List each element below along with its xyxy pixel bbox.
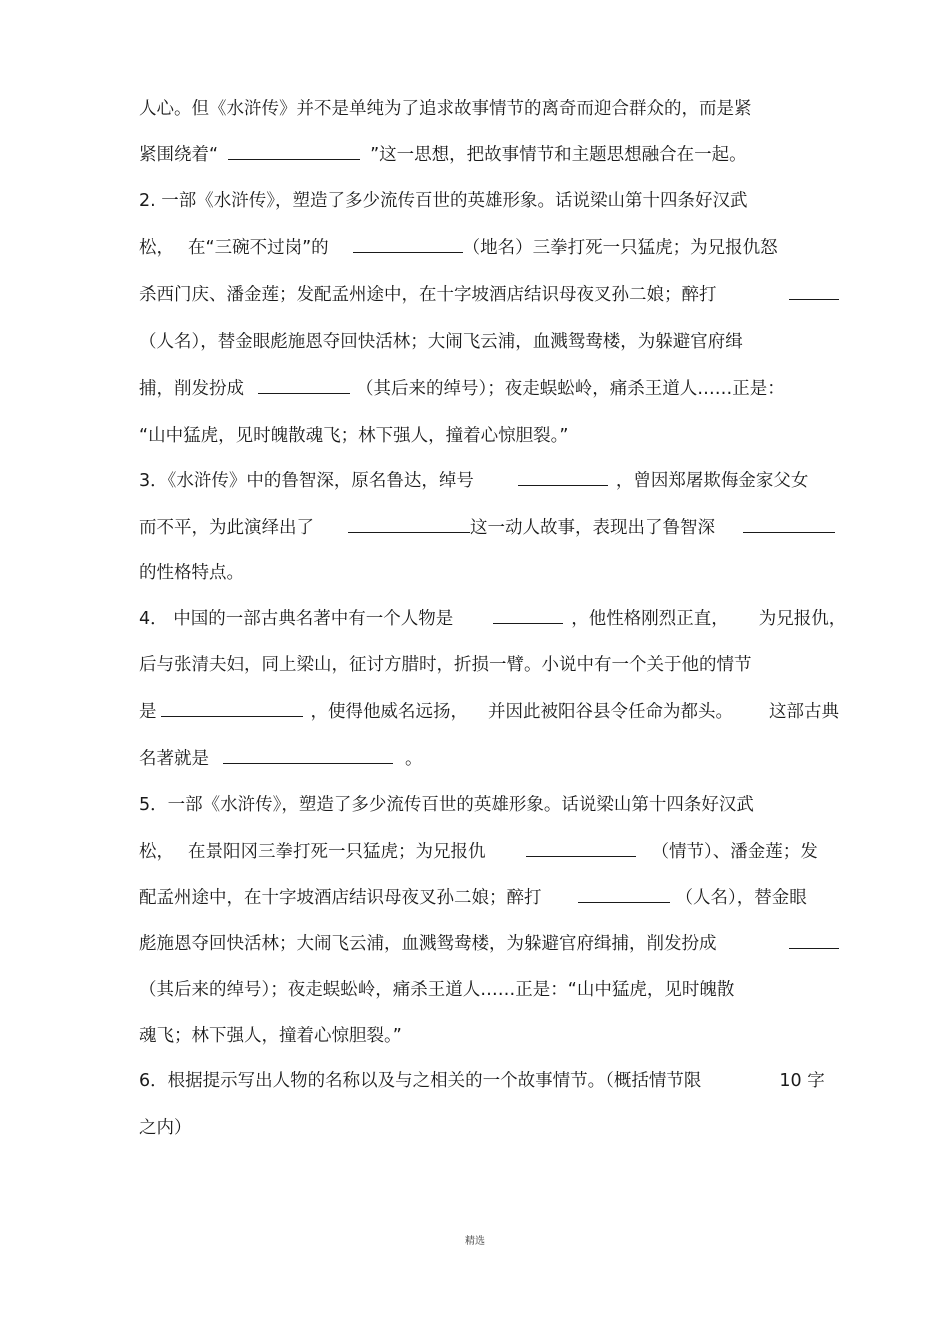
text-line: 松， 在景阳冈三拳打死一只猛虎；为兄报仇 （情节）、潘金莲；发 xyxy=(139,842,818,862)
answer-blank[interactable] xyxy=(578,886,670,903)
answer-blank[interactable] xyxy=(789,932,839,949)
text-line: 紧围绕着“ ”这一思想，把故事情节和主题思想融合在一起。 xyxy=(139,145,747,165)
text-line: 之内） xyxy=(139,1118,192,1138)
text-line: 后与张清夫妇，同上梁山，征讨方腊时，折损一臂。小说中有一个关于他的情节 xyxy=(139,655,752,675)
text-line: 魂飞；林下强人，撞着心惊胆裂。” xyxy=(139,1026,402,1046)
text-line: 是 ，使得他威名远扬， 并因此被阳谷县令任命为都头。 这部古典 xyxy=(139,702,839,722)
text-line: （人名），替金眼彪施恩夺回快活林；大闹飞云浦，血溅鸳鸯楼，为躲避官府缉 xyxy=(139,332,743,352)
question-3-line: 3．《水浒传》中的鲁智深，原名鲁达，绰号 ，曾因郑屠欺侮金家父女 xyxy=(139,471,809,491)
answer-blank[interactable] xyxy=(789,283,839,300)
text-line: 彪施恩夺回快活林；大闹飞云浦，血溅鸳鸯楼，为躲避官府缉捕，削发扮成 xyxy=(139,932,839,956)
text-line: 名著就是 。 xyxy=(139,749,423,769)
answer-blank[interactable] xyxy=(526,840,636,857)
answer-blank[interactable] xyxy=(743,516,835,533)
answer-blank[interactable] xyxy=(493,607,563,624)
question-5-line: 5．一部《水浒传》，塑造了多少流传百世的英雄形象。话说梁山第十四条好汉武 xyxy=(139,795,754,815)
page-footer: 精选 xyxy=(465,1236,485,1247)
answer-blank[interactable] xyxy=(228,143,360,160)
text-line: 捕，削发扮成 （其后来的绰号）；夜走蜈蚣岭，痛杀王道人……正是： xyxy=(139,379,785,399)
text-line: 配孟州途中，在十字坡酒店结识母夜叉孙二娘；醉打 （人名），替金眼 xyxy=(139,888,807,908)
text-line: “山中猛虎，见时魄散魂飞；林下强人，撞着心惊胆裂。” xyxy=(139,426,569,446)
answer-blank[interactable] xyxy=(161,700,303,717)
text-line: 杀西门庆、潘金莲；发配孟州途中，在十字坡酒店结识母夜叉孙二娘；醉打 xyxy=(139,283,839,307)
answer-blank[interactable] xyxy=(258,377,350,394)
answer-blank[interactable] xyxy=(353,236,463,253)
question-6-line: 6．根据提示写出人物的名称以及与之相关的一个故事情节。（概括情节限 10 字 xyxy=(139,1071,825,1091)
answer-blank[interactable] xyxy=(518,469,608,486)
answer-blank[interactable] xyxy=(348,516,470,533)
text-line: 的性格特点。 xyxy=(139,563,244,583)
text-line: 而不平，为此演绎出了 这一动人故事，表现出了鲁智深 xyxy=(139,516,835,540)
question-4-line: 4． 中国的一部古典名著中有一个人物是 ，他性格刚烈正直， 为兄报仇， xyxy=(139,609,847,629)
text-line: 人心。但《水浒传》并不是单纯为了追求故事情节的离奇而迎合群众的，而是紧 xyxy=(139,99,752,119)
text-line: （其后来的绰号）；夜走蜈蚣岭，痛杀王道人……正是：“山中猛虎，见时魄散 xyxy=(139,980,735,1000)
answer-blank[interactable] xyxy=(223,747,393,764)
text-line: 松， 在“三碗不过岗”的 （地名）三拳打死一只猛虎；为兄报仇怒 xyxy=(139,238,778,258)
question-2-line: 2. 一部《水浒传》，塑造了多少流传百世的英雄形象。话说梁山第十四条好汉武 xyxy=(139,191,748,211)
